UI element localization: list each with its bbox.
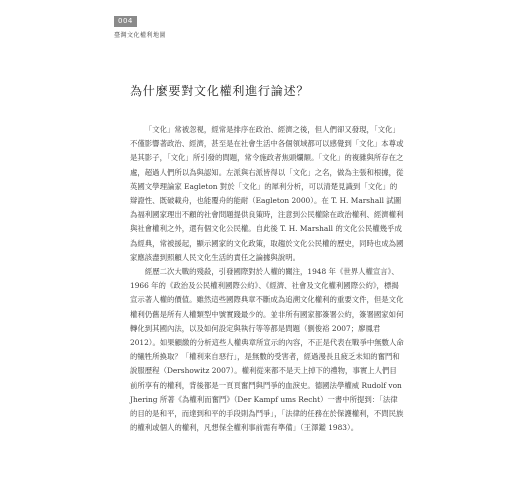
book-title: 臺灣文化權利地圖	[114, 32, 167, 39]
paragraph: 「文化」常被忽視，經常是排序在政治、經濟之後，但人們卻又發現，「文化」不僅影響著政治、經濟，甚至是在社會生活中各個領域都可以感覺到「文化」本尊或是其影子，「文化」所引發的問題，常令施政者焦頭爛額。「文化」的複雜與所存在之處，超過人們所以為與認知。左派與右派皆得以「文化」之名，做為主張和根據，從英國文學理論家 Eagleton 對於「文化」的犀利分析，可以清楚見識到「文化」的辯證性、既破載舟，也能覆舟的能耐（Eagleton 2000）。在 T. H. Marshall 試圖為福利國家理出不顧的社會問題提供良策時，注意到公民權除在政治權利、經濟權利與社會權利之外，還有個文化公民權。自此後 T. H. Marshall 的文化公民權幾乎成為經典，常被援起，顯示國家的文化政策，取趨於文化公民權的歷史，同時也成為國家應該盡到照顧人民文化生活的責任之論據與說明。	[130, 125, 404, 262]
paragraph: 經歷二次大戰的殘殺，引發國際對於人權的關注，1948 年《世界人權宣言》、1966 年的《政治及公民權利國際公約》、《經濟、社會及文化權利國際公約》，標揭宣示著人權的價值。雖然這些國際典章不斷成為追溯文化權利的重要文件，但是文化權利仍舊是所有人權類型中號實踐最少的。並非所有國家都簽署公約，簽署國家如何轉化到其國內法，以及如何設定與執行等等都是問題（劉俊裕 2007；廖鳳君 2012）。如果顧繳的分析這些人權典章所宣示的內容，不正是代表在戰爭中無數人命的犧牲所換取？「權利來自惡行」，是無數的受害者，經過漫長且疲乏未知的奮鬥和說服歷程（Dershowitz 2007）。權利從來都不是天上掉下的禮物，事實上人們目前所享有的權利，背後都是一頁頁奮鬥與鬥爭的血淚史。德國法學權威 Rudolf von Jhering 所著《為權利而奮鬥》（Der Kampf ums Recht）一書中所提到：「法律的目的是和平，而達到和平的手段則為鬥爭」，「法律的任務在於保護權利，不問民族的權利或個人的權利，凡想保全權利事前需有準備」（王澤鑑 1983）。	[130, 267, 404, 433]
page-number: 004	[114, 16, 137, 27]
section-heading: 為什麼要對文化權利進行論述？	[130, 84, 310, 98]
body-text	[130, 123, 404, 435]
page-header	[114, 8, 166, 39]
